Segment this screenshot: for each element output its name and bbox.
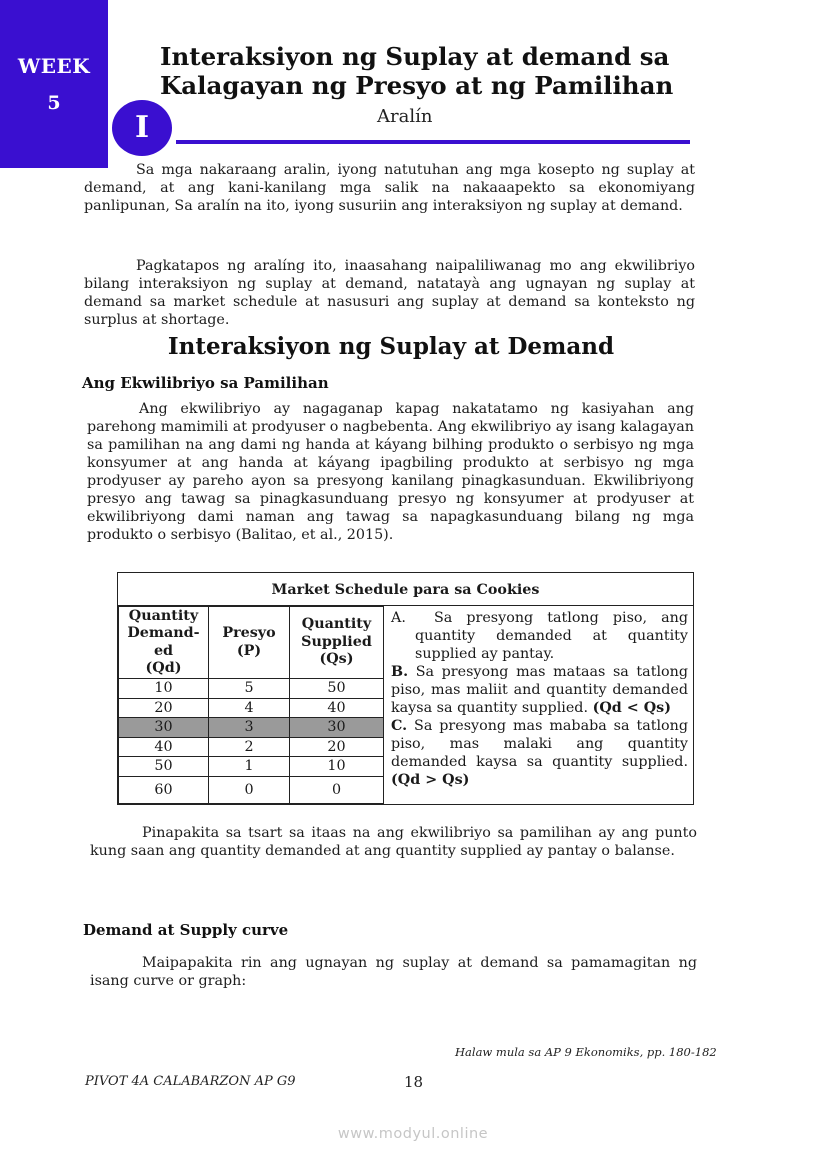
- curve-paragraph: Maipapakita rin ang ugnayan ng suplay at demand sa pamamagitan ng isang curve or graph:: [90, 955, 697, 989]
- table-row: [119, 679, 384, 699]
- cell-qs: 50: [290, 679, 384, 699]
- market-schedule-table: [117, 572, 694, 805]
- cell-p: 1: [209, 757, 290, 777]
- cell-p: 4: [209, 698, 290, 718]
- page-title-line2: Kalagayan ng Presyo at ng Pamilihan: [160, 71, 674, 100]
- note-b: B. Sa presyong mas mataas sa tatlong piso, mas maliit and quantity demanded kaysa sa quantity supplied. (Qd < Qs): [391, 664, 688, 716]
- cell-qd: 30: [119, 718, 209, 738]
- table-row: [119, 737, 384, 757]
- cell-p: 5: [209, 679, 290, 699]
- cell-qs: 40: [290, 698, 384, 718]
- cell-qd: 50: [119, 757, 209, 777]
- page-title: [160, 42, 720, 100]
- cell-qd: 60: [119, 776, 209, 803]
- table-header-row: [119, 607, 384, 679]
- note-c: C. Sa presyong mas mababa sa tatlong piso, mas malaki ang quantity demanded kaysa sa quantity supplied. (Qd > Qs): [391, 718, 689, 788]
- table-row: [119, 757, 384, 777]
- page-number: 18: [404, 1073, 424, 1091]
- curve-heading: Demand at Supply curve: [83, 921, 289, 939]
- table-row: [119, 776, 384, 803]
- table-row-equilibrium: [119, 718, 384, 738]
- market-schedule-grid: [118, 606, 384, 804]
- ekwilibriyo-paragraph: Ang ekwilibriyo ay nagaganap kapag nakatatamo ng kasiyahan ang parehong mamimili at prodyuser o nagbebenta. Ang ekwilibriyo ay isang kalagayan sa pamilihan na ang dami ng handa at káyang bilhing produkto o serbisyo ng mga konsyumer at ang handa at káyang ipagbiling produkto at serbisyo ng mga prodyuser ay pareho ayon sa presyong kanilang pinagkasunduan. Ekwilibriyong presyo ang tawag sa pinagkasunduang presyo ng konsyumer at prodyuser at ekwilibriyong dami naman ang tawag sa napagkasunduang bilang ng mga produkto o serbisyo (Balitao, et al., 2015).: [87, 401, 694, 543]
- week-label: WEEK: [17, 54, 91, 78]
- after-table-paragraph: Pinapakita sa tsart sa itaas na ang ekwilibriyo sa pamilihan ay ang punto kung saan ang quantity demanded at ang quantity supplied ay pantay o balanse.: [90, 825, 697, 859]
- cell-p: 2: [209, 737, 290, 757]
- cell-qs: 20: [290, 737, 384, 757]
- cell-p: 0: [209, 776, 290, 803]
- market-schedule-notes: [391, 609, 688, 789]
- intro-paragraph-1: Sa mga nakaraang aralin, iyong natutuhan ang mga kosepto ng suplay at demand, at ang kani-kanilang mga salik na nakaaapekto sa ekonomiyang panlipunan, Sa aralín na ito, iyong susuriin ang interaksiyon ng suplay at demand.: [84, 162, 695, 214]
- cell-p: 3: [209, 718, 290, 738]
- header-presyo: Presyo (P): [209, 607, 290, 679]
- section-name: Aralín: [377, 106, 433, 127]
- header-quantity-supplied: Quantity Supplied (Qs): [290, 607, 384, 679]
- header-quantity-demanded: Quantity Demand- ed (Qd): [119, 607, 209, 679]
- cell-qs: 0: [290, 776, 384, 803]
- table-row: [119, 698, 384, 718]
- week-badge: [0, 0, 108, 168]
- note-a: A. Sa presyong tatlong piso, ang quantity demanded at quantity supplied ay pantay.: [391, 610, 688, 662]
- cell-qd: 20: [119, 698, 209, 718]
- source-note: Halaw mula sa AP 9 Ekonomiks, pp. 180-182: [455, 1045, 717, 1059]
- section-letter-badge: I: [112, 100, 172, 156]
- market-schedule-title: Market Schedule para sa Cookies: [118, 573, 693, 606]
- watermark: www.modyul.online: [337, 1126, 489, 1142]
- cell-qs: 30: [290, 718, 384, 738]
- cell-qd: 10: [119, 679, 209, 699]
- header-divider: [176, 140, 690, 144]
- cell-qs: 10: [290, 757, 384, 777]
- page-title-line1: Interaksiyon ng Suplay at demand sa: [160, 42, 670, 71]
- footer-label: PIVOT 4A CALABARZON AP G9: [85, 1074, 296, 1089]
- intro-paragraph-2: Pagkatapos ng aralíng ito, inaasahang naipaliliwanag mo ang ekwilibriyo bilang interaksiyon ng suplay at demand, natatayà ang ugnayan ng suplay at demand sa market schedule at nasusuri ang suplay at demand sa konteksto ng surplus at shortage.: [84, 258, 695, 328]
- section-title: Interaksiyon ng Suplay at Demand: [167, 333, 615, 360]
- cell-qd: 40: [119, 737, 209, 757]
- ekwilibriyo-heading: Ang Ekwilibriyo sa Pamilihan: [82, 374, 329, 392]
- week-number: 5: [47, 92, 61, 114]
